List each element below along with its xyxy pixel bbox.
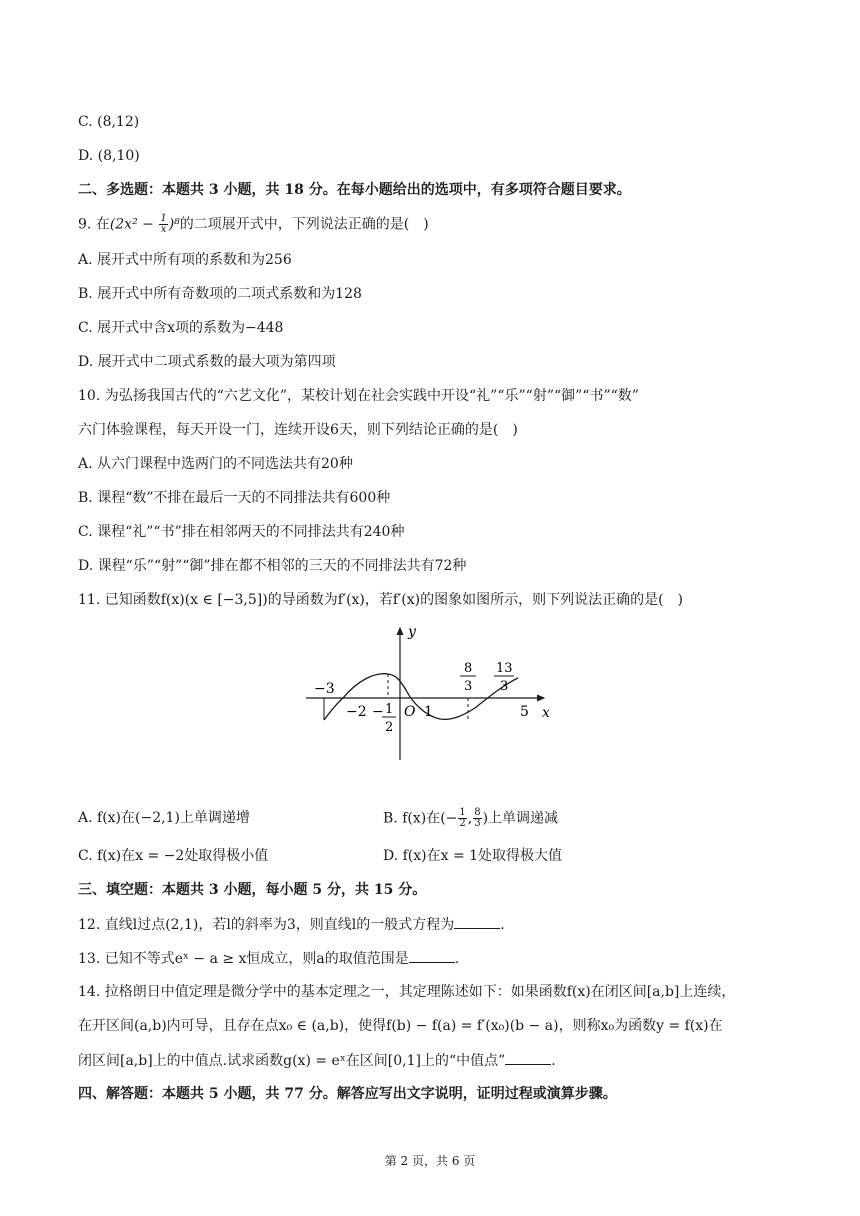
q13-period: . bbox=[454, 951, 460, 967]
q11b-frac-1-den: 2 bbox=[459, 818, 466, 829]
q14-text: 闭区间[a,b]上的中值点.试求函数g(x) = eˣ在区间[0,1]上的“中值点” bbox=[78, 1053, 506, 1069]
label-minus-2: −2 bbox=[346, 704, 367, 720]
x-axis-label: x bbox=[542, 705, 550, 721]
section-4-heading: 四、解答题：本题共 5 小题，共 77 分。解答应写出文字说明，证明过程或演算步骤。 bbox=[78, 1086, 617, 1102]
y-axis-label: y bbox=[408, 624, 416, 640]
option-a-q9: A. 展开式中所有项的系数和为256 bbox=[78, 252, 292, 268]
label-five: 5 bbox=[520, 704, 529, 720]
q11b-frac-1 bbox=[458, 808, 466, 829]
option-c-q9: C. 展开式中含x项的系数为−448 bbox=[78, 320, 284, 336]
q14-answer-blank bbox=[505, 1050, 551, 1065]
question-13 bbox=[78, 948, 459, 969]
q9-expr-b: )⁸ bbox=[168, 216, 180, 233]
page-footer: 第 2 页，共 6 页 bbox=[384, 1154, 476, 1168]
q13-text: 13. 已知不等式eˣ − a ≥ x恒成立，则a的取值范围是 bbox=[78, 951, 409, 967]
origin-label: O bbox=[404, 704, 416, 720]
label-eight-thirds-den: 3 bbox=[464, 679, 473, 694]
q11b-frac-1-num: 1 bbox=[459, 807, 466, 818]
label-thirteen-thirds-den: 3 bbox=[500, 679, 509, 694]
question-11: 11. 已知函数f(x)(x ∈ [−3,5])的导函数为f′(x)，若f′(x)的图象如图所示，则下列说法正确的是( ) bbox=[78, 592, 683, 608]
label-minus-half-num: 1 bbox=[385, 702, 394, 717]
q13-answer-blank bbox=[409, 948, 455, 963]
question-10-line-2: 六门体验课程，每天开设一门，连续开设6天，则下列结论正确的是( ) bbox=[78, 422, 518, 438]
label-minus-3: −3 bbox=[314, 681, 335, 697]
q14-period: . bbox=[551, 1053, 556, 1069]
label-one: 1 bbox=[424, 704, 433, 720]
section-3-heading: 三、填空题：本题共 3 小题，每小题 5 分，共 15 分。 bbox=[78, 882, 427, 898]
q11b-suffix: )上单调递减 bbox=[482, 810, 559, 827]
option-c-q8: C. (8,12) bbox=[78, 114, 140, 130]
option-d-q8: D. (8,10) bbox=[78, 148, 140, 164]
q12-text: 12. 直线l过点(2,1)，若l的斜率为3，则直线l的一般式方程为 bbox=[78, 917, 455, 933]
q11b-prefix: B. f(x)在(− bbox=[383, 810, 458, 827]
q11b-frac-2 bbox=[473, 808, 481, 829]
label-minus-half-den: 2 bbox=[385, 720, 394, 735]
q9-expr-a: (2x² − bbox=[109, 216, 159, 233]
question-14-line-1: 14. 拉格朗日中值定理是微分学中的基本定理之一，其定理陈述如下：如果函数f(x)在闭区间[a,b]上连续， bbox=[78, 984, 736, 1000]
question-12 bbox=[78, 914, 505, 935]
q11b-comma: , bbox=[467, 810, 473, 827]
question-14-line-2: 在开区间(a,b)内可导，且存在点x₀ ∈ (a,b)，使得f(b) − f(a) = f′(x₀)(b − a)，则称x₀为函数y = f(x)在 bbox=[78, 1018, 723, 1034]
question-9 bbox=[78, 214, 429, 235]
q11b-frac-2-num: 8 bbox=[474, 807, 481, 818]
question-10-line-1: 10. 为弘扬我国古代的“六艺文化”，某校计划在社会实践中开设“礼”“乐”“射”“御”“书”“数” bbox=[78, 388, 639, 404]
option-b-q10: B. 课程“数”不排在最后一天的不同排法共有600种 bbox=[78, 490, 391, 506]
option-d-q10: D. 课程“乐”“射”“御”排在都不相邻的三天的不同排法共有72种 bbox=[78, 558, 467, 574]
derivative-graph bbox=[300, 620, 560, 770]
q12-period: . bbox=[500, 917, 505, 933]
option-d-q11: D. f(x)在x = 1处取得极大值 bbox=[383, 848, 563, 864]
option-a-q11: A. f(x)在(−2,1)上单调递增 bbox=[78, 810, 250, 826]
q12-answer-blank bbox=[454, 914, 500, 929]
option-c-q11: C. f(x)在x = −2处取得极小值 bbox=[78, 848, 269, 864]
option-d-q9: D. 展开式中二项式系数的最大项为第四项 bbox=[78, 354, 336, 370]
label-thirteen-thirds-num: 13 bbox=[496, 661, 513, 676]
q9-fraction bbox=[159, 214, 167, 235]
q9-prefix: 9. 在 bbox=[78, 216, 110, 233]
q11b-frac-2-den: 3 bbox=[474, 818, 481, 829]
q9-frac-den: x bbox=[160, 224, 167, 235]
q9-frac-num: 1 bbox=[160, 213, 167, 224]
option-b-q9: B. 展开式中所有奇数项的二项式系数和为128 bbox=[78, 286, 362, 302]
option-a-q10: A. 从六门课程中选两门的不同选法共有20种 bbox=[78, 456, 353, 472]
option-b-q11 bbox=[383, 808, 558, 829]
question-14-line-3 bbox=[78, 1050, 556, 1071]
option-c-q10: C. 课程“礼”“书”排在相邻两天的不同排法共有240种 bbox=[78, 524, 405, 540]
label-minus-half-sign: − bbox=[372, 704, 384, 720]
label-eight-thirds-num: 8 bbox=[464, 661, 473, 676]
q9-suffix: 的二项展开式中，下列说法正确的是( ) bbox=[179, 216, 429, 233]
section-2-heading: 二、多选题：本题共 3 小题，共 18 分。在每小题给出的选项中，有多项符合题目要求。 bbox=[78, 182, 631, 198]
